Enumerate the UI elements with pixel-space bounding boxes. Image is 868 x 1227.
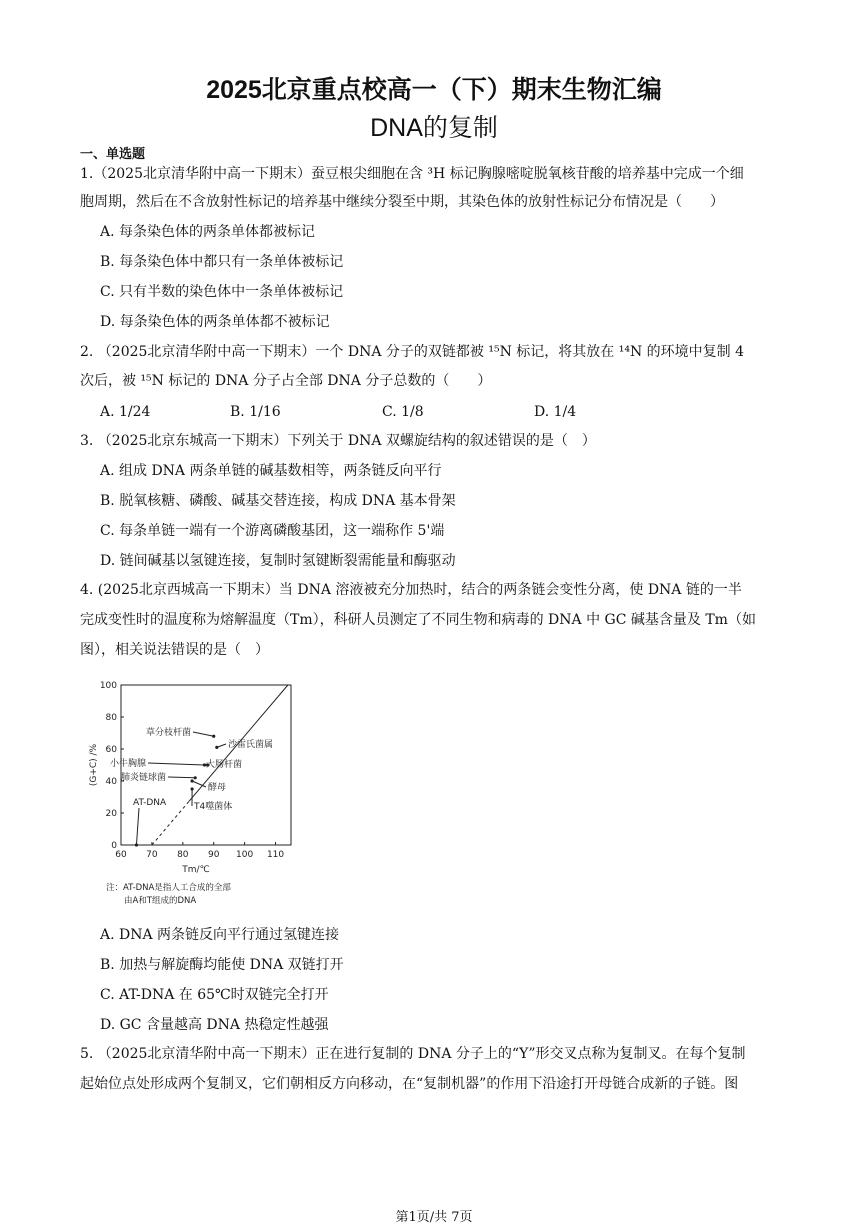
question-4-line-3: 图），相关说法错误的是（ ） — [80, 642, 269, 658]
y-axis-label: (G+C) /% — [89, 743, 99, 787]
question-3-option-b: B. 脱氧核糖、磷酸、碱基交替连接，构成 DNA 基本骨架 — [100, 493, 456, 509]
point-label: 酵母 — [208, 783, 227, 793]
y-tick-label: 40 — [105, 777, 117, 787]
question-1-line-2: 胞周期，然后在不含放射性标记的培养基中继续分裂至中期，其染色体的放射性标记分布情况是（ ） — [80, 194, 724, 210]
question-4-option-c: C. AT-DNA 在 65℃时双链完全打开 — [100, 987, 329, 1003]
question-4-line-2: 完成变性时的温度称为熔解温度（Tm），科研人员测定了不同生物和病毒的 DNA 中 GC 碱基含量及 Tm（如 — [80, 612, 756, 628]
point-label: 沙雷氏菌属 — [228, 740, 274, 750]
x-tick-label: 80 — [177, 850, 189, 860]
question-1-option-d: D. 每条染色体的两条单体都不被标记 — [100, 314, 330, 330]
question-4-option-a: A. DNA 两条链反向平行通过氢键连接 — [100, 927, 340, 943]
y-tick-label: 100 — [99, 681, 117, 691]
label-leader — [168, 777, 195, 778]
y-tick-label: 80 — [105, 713, 117, 723]
point-label: 草分枝杆菌 — [146, 728, 192, 738]
chart-note-line-2: 由A和T组成的DNA — [124, 896, 197, 906]
question-1-option-a: A. 每条染色体的两条单体都被标记 — [100, 224, 316, 240]
y-tick-label: 20 — [105, 809, 117, 819]
x-axis-label: Tm/℃ — [182, 865, 210, 875]
tm-gc-chart — [88, 676, 298, 912]
question-3-option-d: D. 链间碱基以氢键连接，复制时氢键断裂需能量和酶驱动 — [100, 553, 456, 569]
label-leader — [217, 744, 226, 747]
page-footer: 第1页/共 7页 — [395, 1210, 473, 1225]
chart-note-line-1: 注：AT-DNA是指人工合成的全部 — [106, 883, 231, 893]
document-title: 2025北京重点校高一（下）期末生物汇编 — [206, 76, 662, 104]
question-2-line-2: 次后，被 ¹⁵N 标记的 DNA 分子占全部 DNA 分子总数的（ ） — [80, 373, 492, 389]
x-tick-label: 60 — [115, 850, 127, 860]
question-3-option-c: C. 每条单链一端有一个游离磷酸基团，这一端称作 5'端 — [100, 523, 445, 539]
question-3-option-a: A. 组成 DNA 两条单链的碱基数相等，两条链反向平行 — [100, 463, 442, 479]
y-tick-label: 0 — [111, 841, 117, 851]
point-label: AT-DNA — [133, 798, 167, 808]
question-5-line-2: 起始位点处形成两个复制叉，它们朝相反方向移动，在“复制机器”的作用下沿途打开母链合成新的子链。图 — [80, 1076, 739, 1092]
question-3-line-1: 3. （2025北京东城高一下期末）下列关于 DNA 双螺旋结构的叙述错误的是（ ） — [80, 433, 596, 449]
y-tick-label: 60 — [105, 745, 117, 755]
question-1-option-c: C. 只有半数的染色体中一条单体被标记 — [100, 284, 344, 300]
question-4-option-d: D. GC 含量越高 DNA 热稳定性越强 — [100, 1017, 329, 1033]
question-2-option-c: C. 1/8 — [382, 404, 424, 420]
x-tick-label: 90 — [208, 850, 220, 860]
point-label: 肺炎链球菌 — [121, 773, 167, 783]
point-label: T4噬菌体 — [194, 802, 233, 812]
question-2-option-a: A. 1/24 — [100, 404, 151, 420]
chart-svg — [88, 676, 298, 912]
x-tick-label: 100 — [236, 850, 254, 860]
question-4-option-b: B. 加热与解旋酶均能使 DNA 双链打开 — [100, 957, 344, 973]
section-heading: 一、单选题 — [80, 146, 146, 161]
question-4-line-1: 4. (2025北京西城高一下期末）当 DNA 溶液被充分加热时，结合的两条链会变性分离，使 DNA 链的一半 — [80, 582, 742, 598]
question-5-line-1: 5. （2025北京清华附中高一下期末）正在进行复制的 DNA 分子上的“Y”形交叉点称为复制叉。在每个复制 — [80, 1046, 746, 1062]
point-label: 小牛胸腺 — [110, 759, 147, 769]
question-2-option-d: D. 1/4 — [534, 404, 577, 420]
x-tick-label: 70 — [146, 850, 158, 860]
question-2-option-b: B. 1/16 — [230, 404, 281, 420]
question-1-option-b: B. 每条染色体中都只有一条单体被标记 — [100, 254, 344, 270]
label-leader — [193, 732, 214, 736]
label-leader — [148, 763, 204, 765]
question-1-line-1: 1.（2025北京清华附中高一下期末）蚕豆根尖细胞在含 ³H 标记胸腺嘧啶脱氧核苷酸的培养基中完成一个细 — [80, 166, 744, 182]
point-label: 大肠杆菌 — [206, 760, 243, 770]
x-tick-label: 110 — [266, 850, 285, 860]
question-2-line-1: 2. （2025北京清华附中高一下期末）一个 DNA 分子的双链都被 ¹⁵N 标记，将其放在 ¹⁴N 的环境中复制 4 — [80, 344, 745, 360]
document-subtitle: DNA的复制 — [370, 114, 498, 142]
label-leader — [136, 808, 139, 845]
